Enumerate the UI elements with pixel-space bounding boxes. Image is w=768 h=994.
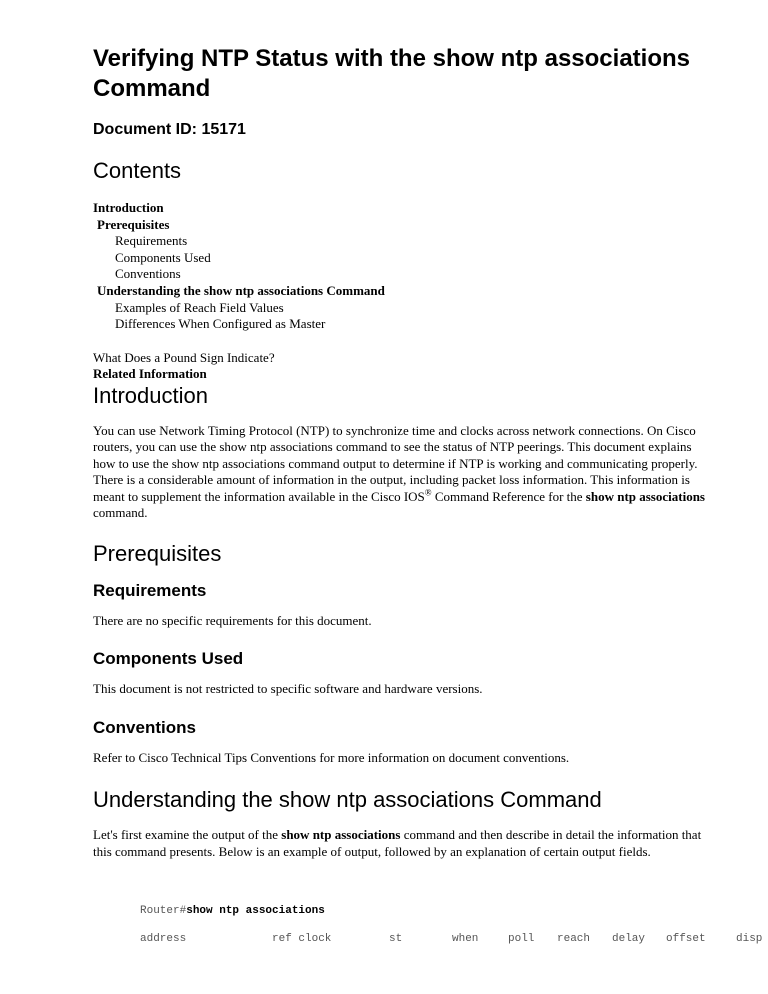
conventions-paragraph: Refer to Cisco Technical Tips Conventions for more information on document conventions.	[93, 749, 570, 765]
contents-heading: Contents	[93, 158, 182, 183]
toc-item-reach-examples[interactable]: Examples of Reach Field Values	[115, 299, 284, 315]
toc-spacer	[93, 333, 713, 350]
introduction-heading: Introduction	[93, 382, 208, 408]
toc-item-components-used[interactable]: Components Used	[115, 249, 211, 265]
understanding-command: show ntp associations	[281, 827, 401, 843]
col-delay: delay	[612, 933, 646, 945]
prerequisites-heading: Prerequisites	[93, 540, 222, 566]
col-st: st	[389, 933, 403, 945]
toc-item-requirements[interactable]: Requirements	[115, 233, 188, 249]
intro-text-3: command.	[93, 505, 148, 521]
col-offset: offset	[666, 933, 706, 945]
code-command: show ntp associations	[186, 905, 325, 917]
understanding-text-1: Let's first examine the output of the	[93, 827, 282, 843]
understanding-paragraph	[93, 827, 713, 860]
toc-item-introduction[interactable]: Introduction	[93, 200, 164, 215]
code-command-line	[140, 905, 325, 917]
conventions-heading: Conventions	[93, 717, 196, 737]
intro-text-2: Command Reference for the	[431, 488, 586, 504]
toc-item-master-differences[interactable]: Differences When Configured as Master	[115, 316, 326, 332]
toc-item-understanding[interactable]: Understanding the show ntp associations Command	[97, 282, 385, 298]
col-address: address	[140, 933, 187, 945]
page-title: Verifying NTP Status with the show ntp associations Command	[93, 45, 690, 102]
toc-item-pound-sign[interactable]: What Does a Pound Sign Indicate?	[93, 349, 275, 365]
understanding-text-2: command and then describe in detail the information that this command presents. Below is an example of output, followed by an explanation of certain output fields.	[93, 827, 702, 859]
code-column-header	[0, 933, 768, 949]
understanding-heading: Understanding the show ntp associations Command	[93, 787, 602, 813]
col-reach: reach	[557, 933, 591, 945]
code-prompt: Router#	[140, 905, 187, 917]
table-of-contents	[93, 200, 713, 383]
components-paragraph: This document is not restricted to specific software and hardware versions.	[93, 681, 483, 697]
col-ref-clock: ref clock	[272, 933, 332, 945]
document-id: Document ID: 15171	[93, 121, 246, 138]
document-page	[93, 44, 713, 860]
col-poll: poll	[508, 933, 535, 945]
toc-item-prerequisites[interactable]: Prerequisites	[97, 216, 170, 232]
col-disp: disp	[736, 933, 763, 945]
intro-command: show ntp associations	[585, 488, 705, 504]
requirements-paragraph: There are no specific requirements for this document.	[93, 612, 372, 628]
components-heading: Components Used	[93, 649, 244, 669]
col-when: when	[452, 933, 479, 945]
intro-text-1: You can use Network Timing Protocol (NTP) to synchronize time and clocks across network connections. On Cisco routers, you can use the show ntp associations command to see the status of NTP peerings. This document explains how to use the show ntp associations command output to determine if NTP is working and communicating properly. There is a considerable amount of information in the output, including packet loss information. This information is meant to supplement the information available in the Cisco IOS	[93, 422, 698, 504]
registered-mark: ®	[424, 487, 432, 498]
toc-item-conventions[interactable]: Conventions	[115, 266, 181, 282]
introduction-paragraph	[93, 423, 713, 522]
toc-item-related-information[interactable]: Related Information	[93, 366, 207, 382]
requirements-heading: Requirements	[93, 580, 207, 600]
